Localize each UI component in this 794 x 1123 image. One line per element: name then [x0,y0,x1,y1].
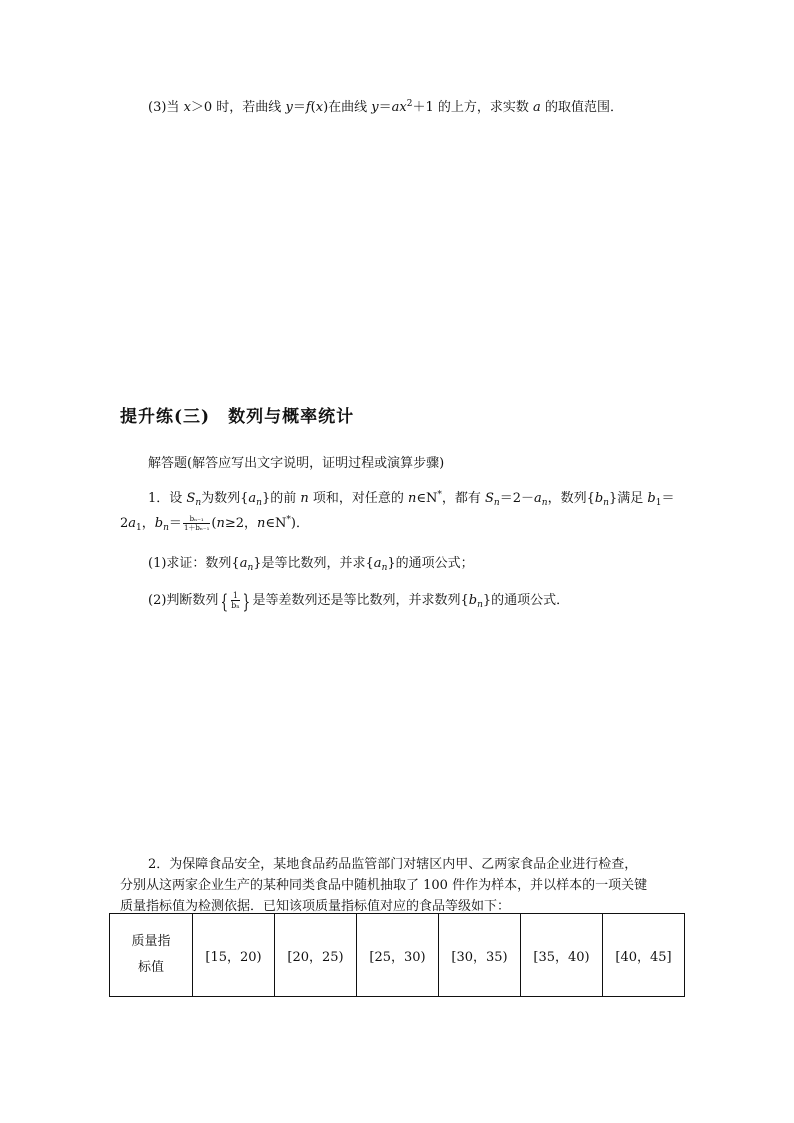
interval-cell: [30，35) [439,914,521,997]
interval-cell: [40，45] [603,914,685,997]
problem1-part2: (2)判断数列 { $\frac{1}{\text{bₙ}}$ } 是等差数列还是等比数列，并求数列$\{b_n\}$的通项公式． [148,588,570,613]
problem2-line3: 质量指标值为检测依据．已知该项质量指标值对应的食品等级如下： [120,899,511,914]
reciprocal-fraction: $\frac{1}{\text{bₙ}}$ [231,591,240,610]
table-row [110,914,685,997]
recurrence-fraction: $\frac{\text{bₙ₋₁}}{\text{1＋bₙ₋₁}}$ [183,515,210,532]
problem2-line2: 分别从这两家企业生产的某种同类食品中随机抽取了 100 件作为样本，并以样本的一项关键 [120,878,648,893]
interval-cell: [15，20) [193,914,275,997]
problem1-line1: 1．设 $S_n$为数列$\{a_n\}$的前 n 项和，对任意的 n∈N*，都有 $S_n=2-a_n$，数列$\{b_n\}$满足 $b_1=$ [148,490,675,508]
interval-cell: [35，40) [521,914,603,997]
interval-cell: [25，30) [357,914,439,997]
q3-text: (3)当 x＞0 时，若曲线 y＝f(x)在曲线 $y=ax^2+1$ 的上方，求实数 a 的取值范围． [148,99,623,115]
problem2-line1: 2．为保障食品安全，某地食品药品监管部门对辖区内甲、乙两家食品企业进行检查， [148,857,638,872]
problem1-line2: $2a_1$，$b_n=$ $\frac{\text{bₙ₋₁}}{\text{1＋bₙ₋₁}}$ (n≥2，n∈N*)． [120,515,309,533]
instruction-text: 解答题(解答应写出文字说明，证明过程或演算步骤) [148,456,445,471]
problem1-part1: (1)求证：数列$\{a_n\}$是等比数列，并求$\{a_n\}$的通项公式； [148,556,474,573]
interval-cell: [20，25) [275,914,357,997]
table-header-cell: 质量指 标值 [110,914,193,997]
quality-index-table [109,913,685,997]
section-title: 提升练(三) 数列与概率统计 [120,407,355,427]
